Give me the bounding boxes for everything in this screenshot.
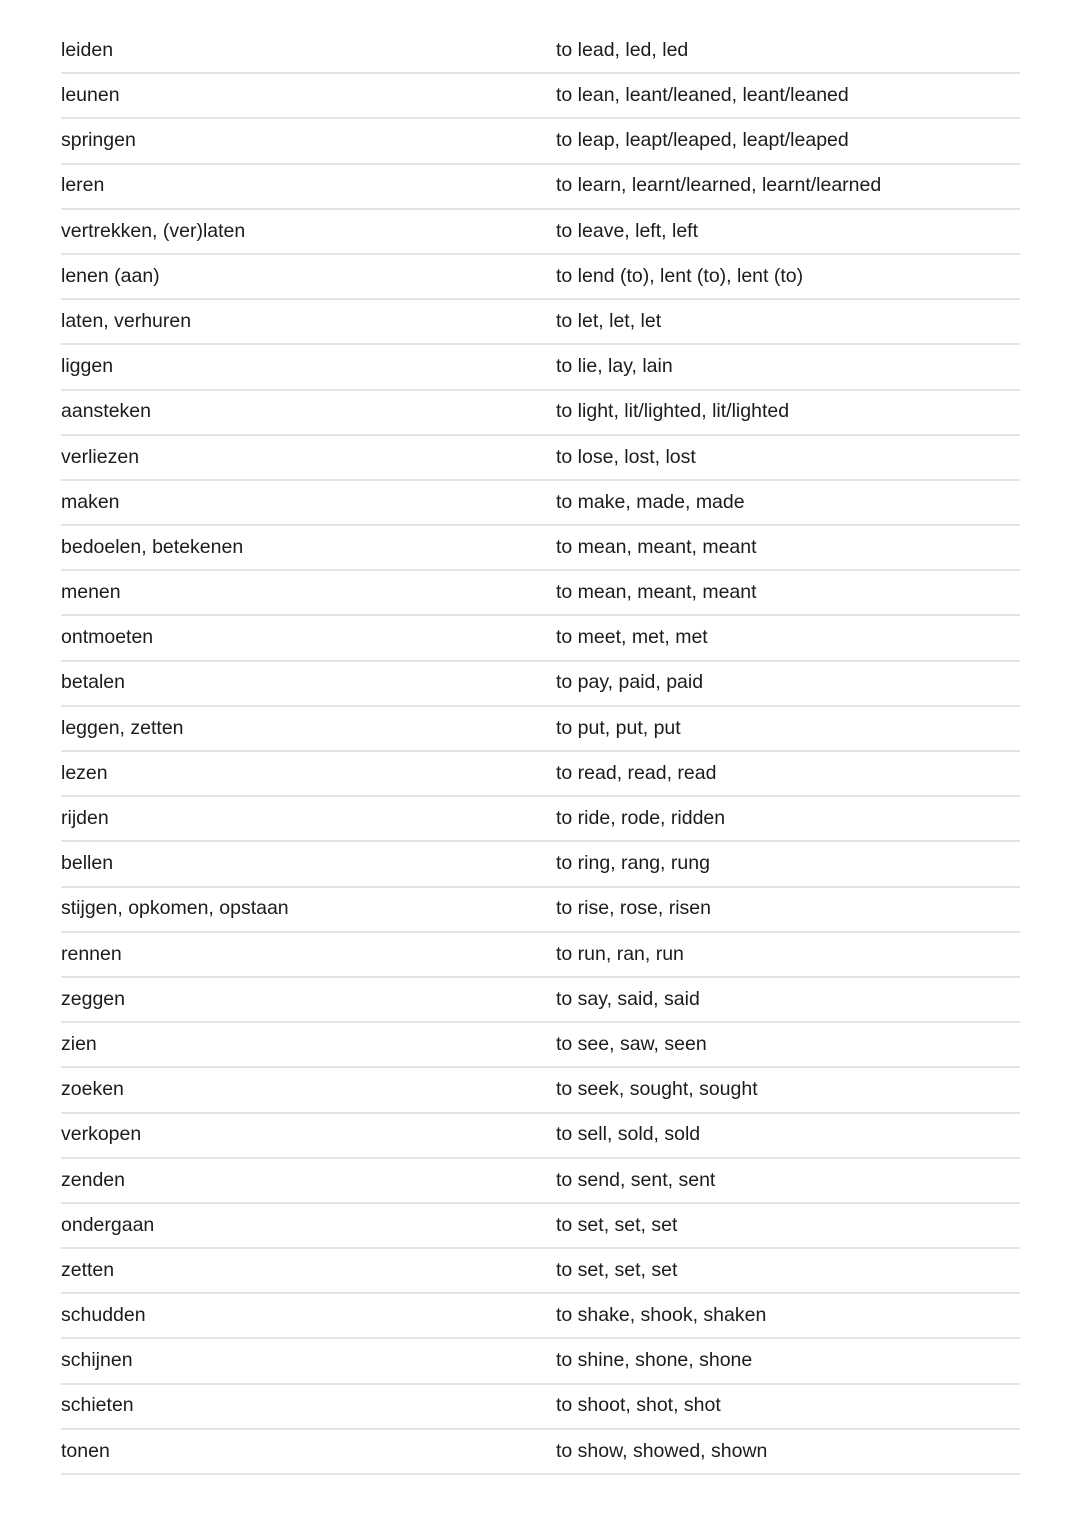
dutch-word: rijden	[61, 807, 109, 830]
dutch-word: zenden	[61, 1168, 125, 1191]
dutch-word: leiden	[61, 38, 114, 61]
dutch-word: menen	[61, 581, 121, 604]
dutch-word: leren	[61, 174, 105, 197]
english-verb-forms: to leave, left, left	[556, 219, 698, 242]
table-row	[61, 1430, 1020, 1475]
dutch-word: zien	[61, 1032, 97, 1055]
english-verb-forms: to seek, sought, sought	[556, 1078, 758, 1101]
english-verb-forms: to show, showed, shown	[556, 1439, 768, 1462]
dutch-word: lezen	[61, 761, 108, 784]
dutch-word: laten, verhuren	[61, 309, 192, 332]
table-row	[61, 74, 1020, 119]
english-verb-forms: to sell, sold, sold	[556, 1123, 701, 1146]
english-verb-forms: to lend (to), lent (to), lent (to)	[556, 264, 804, 287]
dutch-word: leunen	[61, 84, 120, 107]
dutch-word: schudden	[61, 1304, 146, 1327]
table-row	[61, 707, 1020, 752]
english-verb-forms: to rise, rose, risen	[556, 897, 711, 920]
dutch-word: vertrekken, (ver)laten	[61, 219, 246, 242]
english-verb-forms: to send, sent, sent	[556, 1168, 716, 1191]
english-verb-forms: to say, said, said	[556, 987, 700, 1010]
table-row	[61, 1339, 1020, 1384]
dutch-word: ondergaan	[61, 1213, 155, 1236]
table-row	[61, 888, 1020, 933]
english-verb-forms: to mean, meant, meant	[556, 581, 757, 604]
table-row	[61, 300, 1020, 345]
dutch-word: leggen, zetten	[61, 716, 184, 739]
table-row	[61, 119, 1020, 164]
dutch-word: zeggen	[61, 987, 125, 1010]
dutch-word: zetten	[61, 1258, 115, 1281]
table-row	[61, 391, 1020, 436]
english-verb-forms: to light, lit/lighted, lit/lighted	[556, 400, 790, 423]
table-row	[61, 933, 1020, 978]
table-row	[61, 1159, 1020, 1204]
english-verb-forms: to meet, met, met	[556, 626, 708, 649]
english-verb-forms: to mean, meant, meant	[556, 535, 757, 558]
dutch-word: ontmoeten	[61, 626, 154, 649]
english-verb-forms: to lead, led, led	[556, 38, 689, 61]
vocabulary-table	[61, 29, 1020, 1475]
dutch-word: maken	[61, 490, 120, 513]
english-verb-forms: to put, put, put	[556, 716, 681, 739]
table-row	[61, 662, 1020, 707]
dutch-word: bellen	[61, 852, 114, 875]
table-row	[61, 1249, 1020, 1294]
dutch-word: stijgen, opkomen, opstaan	[61, 897, 289, 920]
dutch-word: betalen	[61, 671, 125, 694]
table-row	[61, 978, 1020, 1023]
dutch-word: verkopen	[61, 1123, 142, 1146]
table-row	[61, 1068, 1020, 1113]
table-row	[61, 842, 1020, 887]
table-row	[61, 571, 1020, 616]
english-verb-forms: to ride, rode, ridden	[556, 807, 726, 830]
table-row	[61, 29, 1020, 74]
dutch-word: bedoelen, betekenen	[61, 535, 244, 558]
dutch-word: springen	[61, 129, 136, 152]
english-verb-forms: to set, set, set	[556, 1213, 678, 1236]
english-verb-forms: to run, ran, run	[556, 942, 684, 965]
table-row	[61, 1294, 1020, 1339]
english-verb-forms: to lose, lost, lost	[556, 445, 696, 468]
dutch-word: rennen	[61, 942, 122, 965]
table-row	[61, 1385, 1020, 1430]
dutch-word: tonen	[61, 1439, 110, 1462]
english-verb-forms: to shine, shone, shone	[556, 1349, 753, 1372]
table-row	[61, 1114, 1020, 1159]
dutch-word: lenen (aan)	[61, 264, 160, 287]
english-verb-forms: to pay, paid, paid	[556, 671, 704, 694]
english-verb-forms: to let, let, let	[556, 309, 662, 332]
english-verb-forms: to shake, shook, shaken	[556, 1304, 767, 1327]
english-verb-forms: to lie, lay, lain	[556, 355, 673, 378]
english-verb-forms: to read, read, read	[556, 761, 717, 784]
dutch-word: aansteken	[61, 400, 151, 423]
dutch-word: zoeken	[61, 1078, 124, 1101]
table-row	[61, 255, 1020, 300]
table-row	[61, 616, 1020, 661]
english-verb-forms: to lean, leant/leaned, leant/leaned	[556, 84, 849, 107]
english-verb-forms: to set, set, set	[556, 1258, 678, 1281]
table-row	[61, 1023, 1020, 1068]
english-verb-forms: to leap, leapt/leaped, leapt/leaped	[556, 129, 849, 152]
dutch-word: schieten	[61, 1394, 134, 1417]
table-row	[61, 165, 1020, 210]
english-verb-forms: to see, saw, seen	[556, 1032, 707, 1055]
table-row	[61, 345, 1020, 390]
table-row	[61, 210, 1020, 255]
dutch-word: verliezen	[61, 445, 140, 468]
table-row	[61, 1204, 1020, 1249]
english-verb-forms: to make, made, made	[556, 490, 745, 513]
english-verb-forms: to ring, rang, rung	[556, 852, 710, 875]
table-row	[61, 752, 1020, 797]
english-verb-forms: to shoot, shot, shot	[556, 1394, 721, 1417]
dutch-word: schijnen	[61, 1349, 133, 1372]
english-verb-forms: to learn, learnt/learned, learnt/learned	[556, 174, 882, 197]
dutch-word: liggen	[61, 355, 114, 378]
table-row	[61, 481, 1020, 526]
table-row	[61, 797, 1020, 842]
table-row	[61, 436, 1020, 481]
table-row	[61, 526, 1020, 571]
